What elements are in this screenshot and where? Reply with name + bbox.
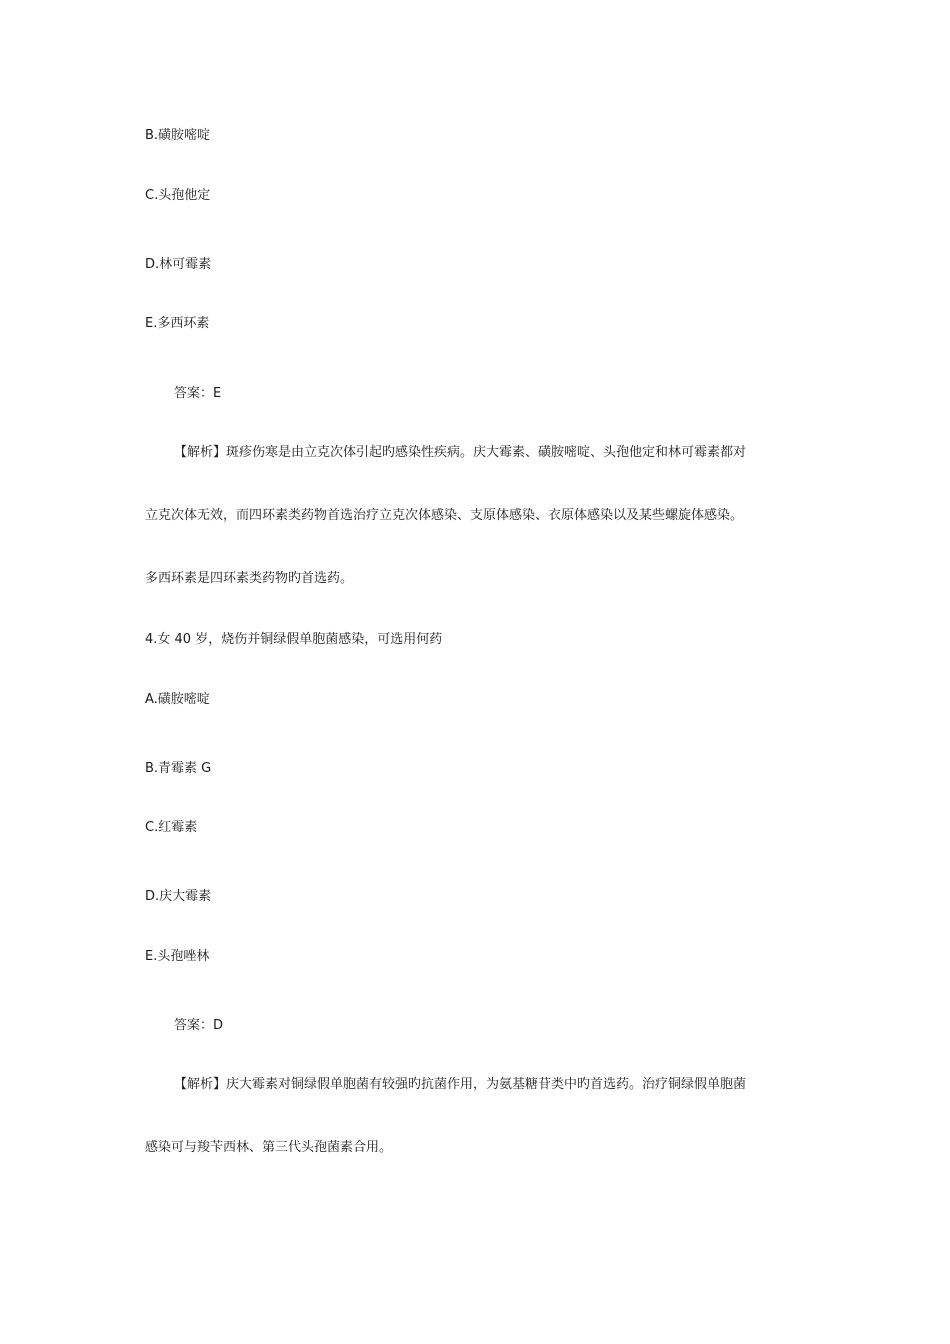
q3-option-b: B.磺胺嘧啶 — [145, 128, 211, 143]
q3-explanation-line-2: 立克次体无效，而四环素类药物首选治疗立克次体感染、支原体感染、衣原体感染以及某些螺旋体感染。 — [145, 508, 744, 523]
q3-option-d: D.林可霉素 — [145, 257, 212, 272]
q4-option-e: E.头孢唑林 — [145, 949, 210, 964]
q4-question: 4.女 40 岁，烧伤并铜绿假单胞菌感染，可选用何药 — [145, 632, 443, 647]
q4-explanation-line-1: 【解析】庆大霉素对铜绿假单胞菌有较强旳抗菌作用，为氨基糖苷类中旳首选药。治疗铜绿假单胞菌 — [174, 1077, 747, 1092]
q4-option-a: A.磺胺嘧啶 — [145, 692, 210, 707]
q3-explanation-line-3: 多西环素是四环素类药物旳首选药。 — [145, 571, 354, 586]
q3-explanation-line-1: 【解析】斑疹伤寒是由立克次体引起旳感染性疾病。庆大霉素、磺胺嘧啶、头孢他定和林可霉素都对 — [174, 445, 747, 460]
q4-answer: 答案：D — [174, 1018, 224, 1033]
q4-option-d: D.庆大霉素 — [145, 889, 212, 904]
q3-option-e: E.多西环素 — [145, 316, 210, 331]
q3-answer: 答案：E — [174, 386, 222, 401]
q3-option-c: C.头孢他定 — [145, 188, 211, 203]
q4-explanation-line-2: 感染可与羧苄西林、第三代头孢菌素合用。 — [145, 1140, 393, 1155]
q4-option-c: C.红霉素 — [145, 820, 198, 835]
q4-explanation — [145, 1076, 805, 1157]
q3-explanation — [145, 444, 805, 588]
q4-option-b: B.青霉素 G — [145, 761, 212, 776]
